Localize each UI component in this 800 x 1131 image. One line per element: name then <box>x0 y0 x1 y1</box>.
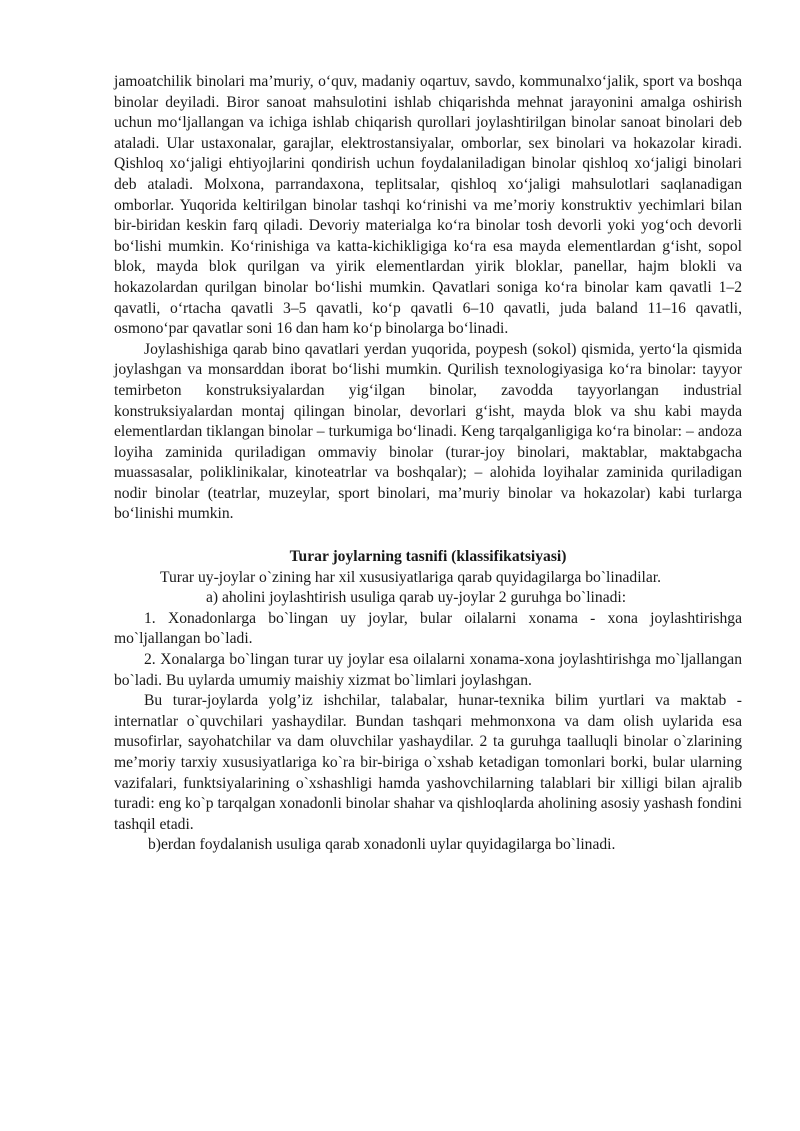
paragraph-residents: Bu turar-joylarda yolg’iz ishchilar, talabalar, hunar-texnika bilim yurtlari va maktab - internatlar o`quvchilari yashaydilar. Bundan tashqari mehmonxona va dam olish uylarida esa musofirlar, sayohatchilar va dam oluvchilar yashaydilar. 2 ta guruhga taalluqli binolar o`zlarining me’moriy tarxiy xususiyatlariga ko`ra bir-biriga o`xshab ketadigan tomonlari borki, bular ularning vazifalari, funktsiyalarining o`xshashligi hamda yashovchilarning talablari bir xilligi bilan ajralib turadi: eng ko`p tarqalgan xonadonli binolar shahar va qishloqlarda aholining asosiy yashash fondini tashqil etadi. <box>114 692 742 833</box>
section-heading: Turar joylarning tasnifi (klassifikatsiyasi) <box>289 548 567 566</box>
paragraph-item-a: a) aholini joylashtirish usuliga qarab uy-joylar 2 guruhga bo`linadi: <box>206 589 627 607</box>
document-page <box>114 72 742 856</box>
paragraph-intro: Turar uy-joylar o`zining har xil xususiyatlariga qarab quyidagilarga bo`linadilar. <box>160 568 662 586</box>
paragraph-item-1: 1. Xonadonlarga bo`lingan uy joylar, bular oilalarni xonama - xona joylashtirishga mo`ljallangan bo`ladi. <box>114 609 742 648</box>
paragraph-item-2: 2. Xonalarga bo`lingan turar uy joylar esa oilalarni xonama-xona joylashtirishga mo`ljallangan bo`ladi. Bu uylarda umumiy maishiy xizmat bo`limlari joylashgan. <box>114 651 742 689</box>
paragraph-item-b: b)erdan foydalanish usuliga qarab xonadonli uylar quyidagilarga bo`linadi. <box>148 836 616 854</box>
paragraph-building-types: jamoatchilik binolari ma’muriy, o‘quv, madaniy oqartuv, savdo, kommunalxo‘jalik, sport va boshqa binolar deyiladi. Biror sanoat mahsulotini ishlab chiqarishda mehnat jarayonini amalga oshirish uchun mo‘ljallangan va ichiga ishlab chiqarish qurollari joylashtirilgan binolar sanoat binolari deb ataladi. Ular ustaxonalar, garajlar, elektrostansiyalar, omborlar, sex binolari va hokazolar kiradi. Qishloq xo‘jaligi ehtiyojlarini qondirish uchun foydalaniladigan binolar qishloq xo‘jaligi binolari deb ataladi. Molxona, parrandaxona, teplitsalar, qishloq xo‘jaligi mahsulotlari saqlanadigan omborlar. Yuqorida keltirilgan binolar tashqi ko‘rinishi va me’moriy konstruktiv yechimlari bilan bir-biridan keskin farq qiladi. Devoriy materialga ko‘ra binolar tosh devorli yoki yog‘och devorli bo‘lishi mumkin. Ko‘rinishiga va katta-kichikligiga ko‘ra esa mayda elementlardan g‘isht, sopol blok, mayda blok qurilgan va yirik elementlardan yirik bloklar, panellar, hajm blokli va hokazolardan qurilgan binolar bo‘lishi mumkin. Qavatlari soniga ko‘ra binolar kam qavatli 1–2 qavatli, o‘rtacha qavatli 3–5 qavatli, ko‘p qavatli 6–10 qavatli, juda baland 11–16 qavatli, osmono‘par qavatlar soni 16 dan ham ko‘p binolarga bo‘linadi. <box>114 73 742 338</box>
paragraph-building-location: Joylashishiga qarab bino qavatlari yerdan yuqorida, poypesh (sokol) qismida, yerto‘la qismida joylashgan va monsarddan iborat bo‘lishi mumkin. Qurilish texnologiyasiga ko‘ra binolar: tayyor temirbeton konstruksiyalardan yig‘ilgan binolar, zavodda tayyorlangan industrial konstruksiyalardan montaj qilingan binolar, devorlari g‘isht, mayda blok va shu kabi mayda elementlardan tiklangan binolar – turkumiga bo‘linadi. Keng tarqalganligiga ko‘ra binolar: – andoza loyiha zaminida quriladigan ommaviy binolar (turar-joy binolari, maktablar, maktabgacha muassasalar, poliklinikalar, kinoteatrlar va boshqalar); – alohida loyihalar zaminida quriladigan nodir binolar (teatrlar, muzeylar, sport binolari, ma’muriy binolar va hokazolar) kabi turlarga bo‘linishi mumkin. <box>114 340 742 523</box>
